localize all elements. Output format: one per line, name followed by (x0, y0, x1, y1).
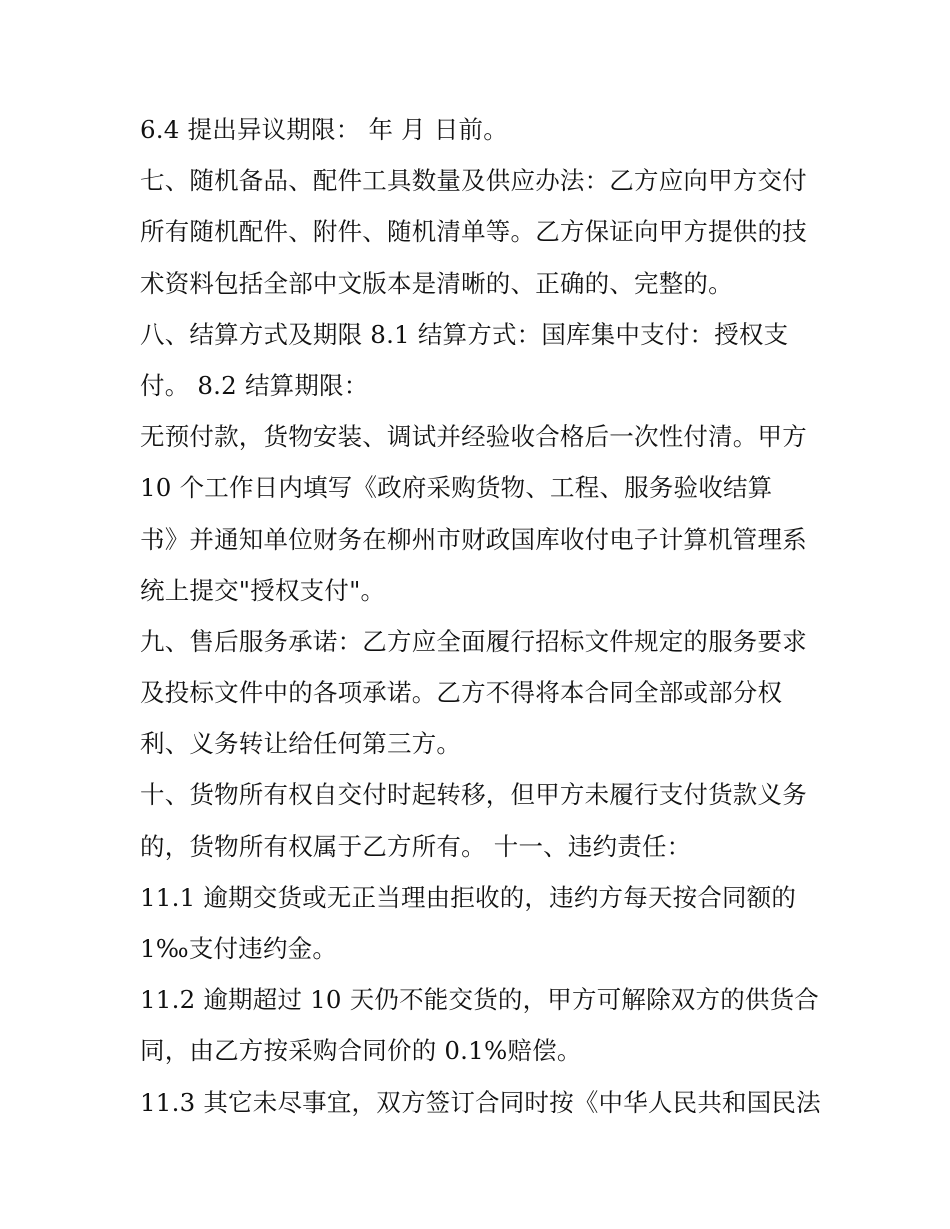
text-line: 统上提交"授权支付"。 (140, 575, 386, 605)
text-line: 八、结算方式及期限 8.1 结算方式：国库集中支付：授权支 (140, 319, 789, 349)
text-line: 十、货物所有权自交付时起转移，但甲方未履行支付货款义务 (140, 780, 807, 810)
text-line: 6.4 提出异议期限： 年 月 日前。 (140, 115, 508, 144)
text-line: 10 个工作日内填写《政府采购货物、工程、服务验收结算 (140, 473, 773, 503)
contract-text-block (140, 109, 840, 1133)
text-line: 1‰支付违约金。 (140, 934, 338, 963)
text-line: 11.3 其它未尽事宜，双方签订合同时按《中华人民共和国民法 (140, 1087, 821, 1117)
text-line: 术资料包括全部中文版本是清晰的、正确的、完整的。 (140, 268, 733, 298)
text-line: 七、随机备品、配件工具数量及供应办法：乙方应向甲方交付 (140, 166, 807, 196)
text-line: 九、售后服务承诺：乙方应全面履行招标文件规定的服务要求 (140, 626, 807, 656)
text-line: 及投标文件中的各项承诺。乙方不得将本合同全部或部分权 (140, 678, 783, 708)
text-line: 所有随机配件、附件、随机清单等。乙方保证向甲方提供的技 (140, 217, 807, 247)
text-line: 11.1 逾期交货或无正当理由拒收的，违约方每天按合同额的 (140, 882, 797, 912)
text-line: 利、义务转让给任何第三方。 (140, 729, 462, 759)
text-line: 无预付款，货物安装、调试并经验收合格后一次性付清。甲方 (140, 422, 807, 452)
text-line: 同，由乙方按采购合同价的 0.1%赔偿。 (140, 1036, 582, 1066)
text-line: 书》并通知单位财务在柳州市财政国库收付电子计算机管理系 (140, 524, 807, 554)
text-line: 的，货物所有权属于乙方所有。 十一、违约责任： (140, 831, 692, 861)
text-line: 付。 8.2 结算期限： (140, 370, 369, 400)
text-line: 11.2 逾期超过 10 天仍不能交货的，甲方可解除双方的供货合 (140, 985, 819, 1015)
